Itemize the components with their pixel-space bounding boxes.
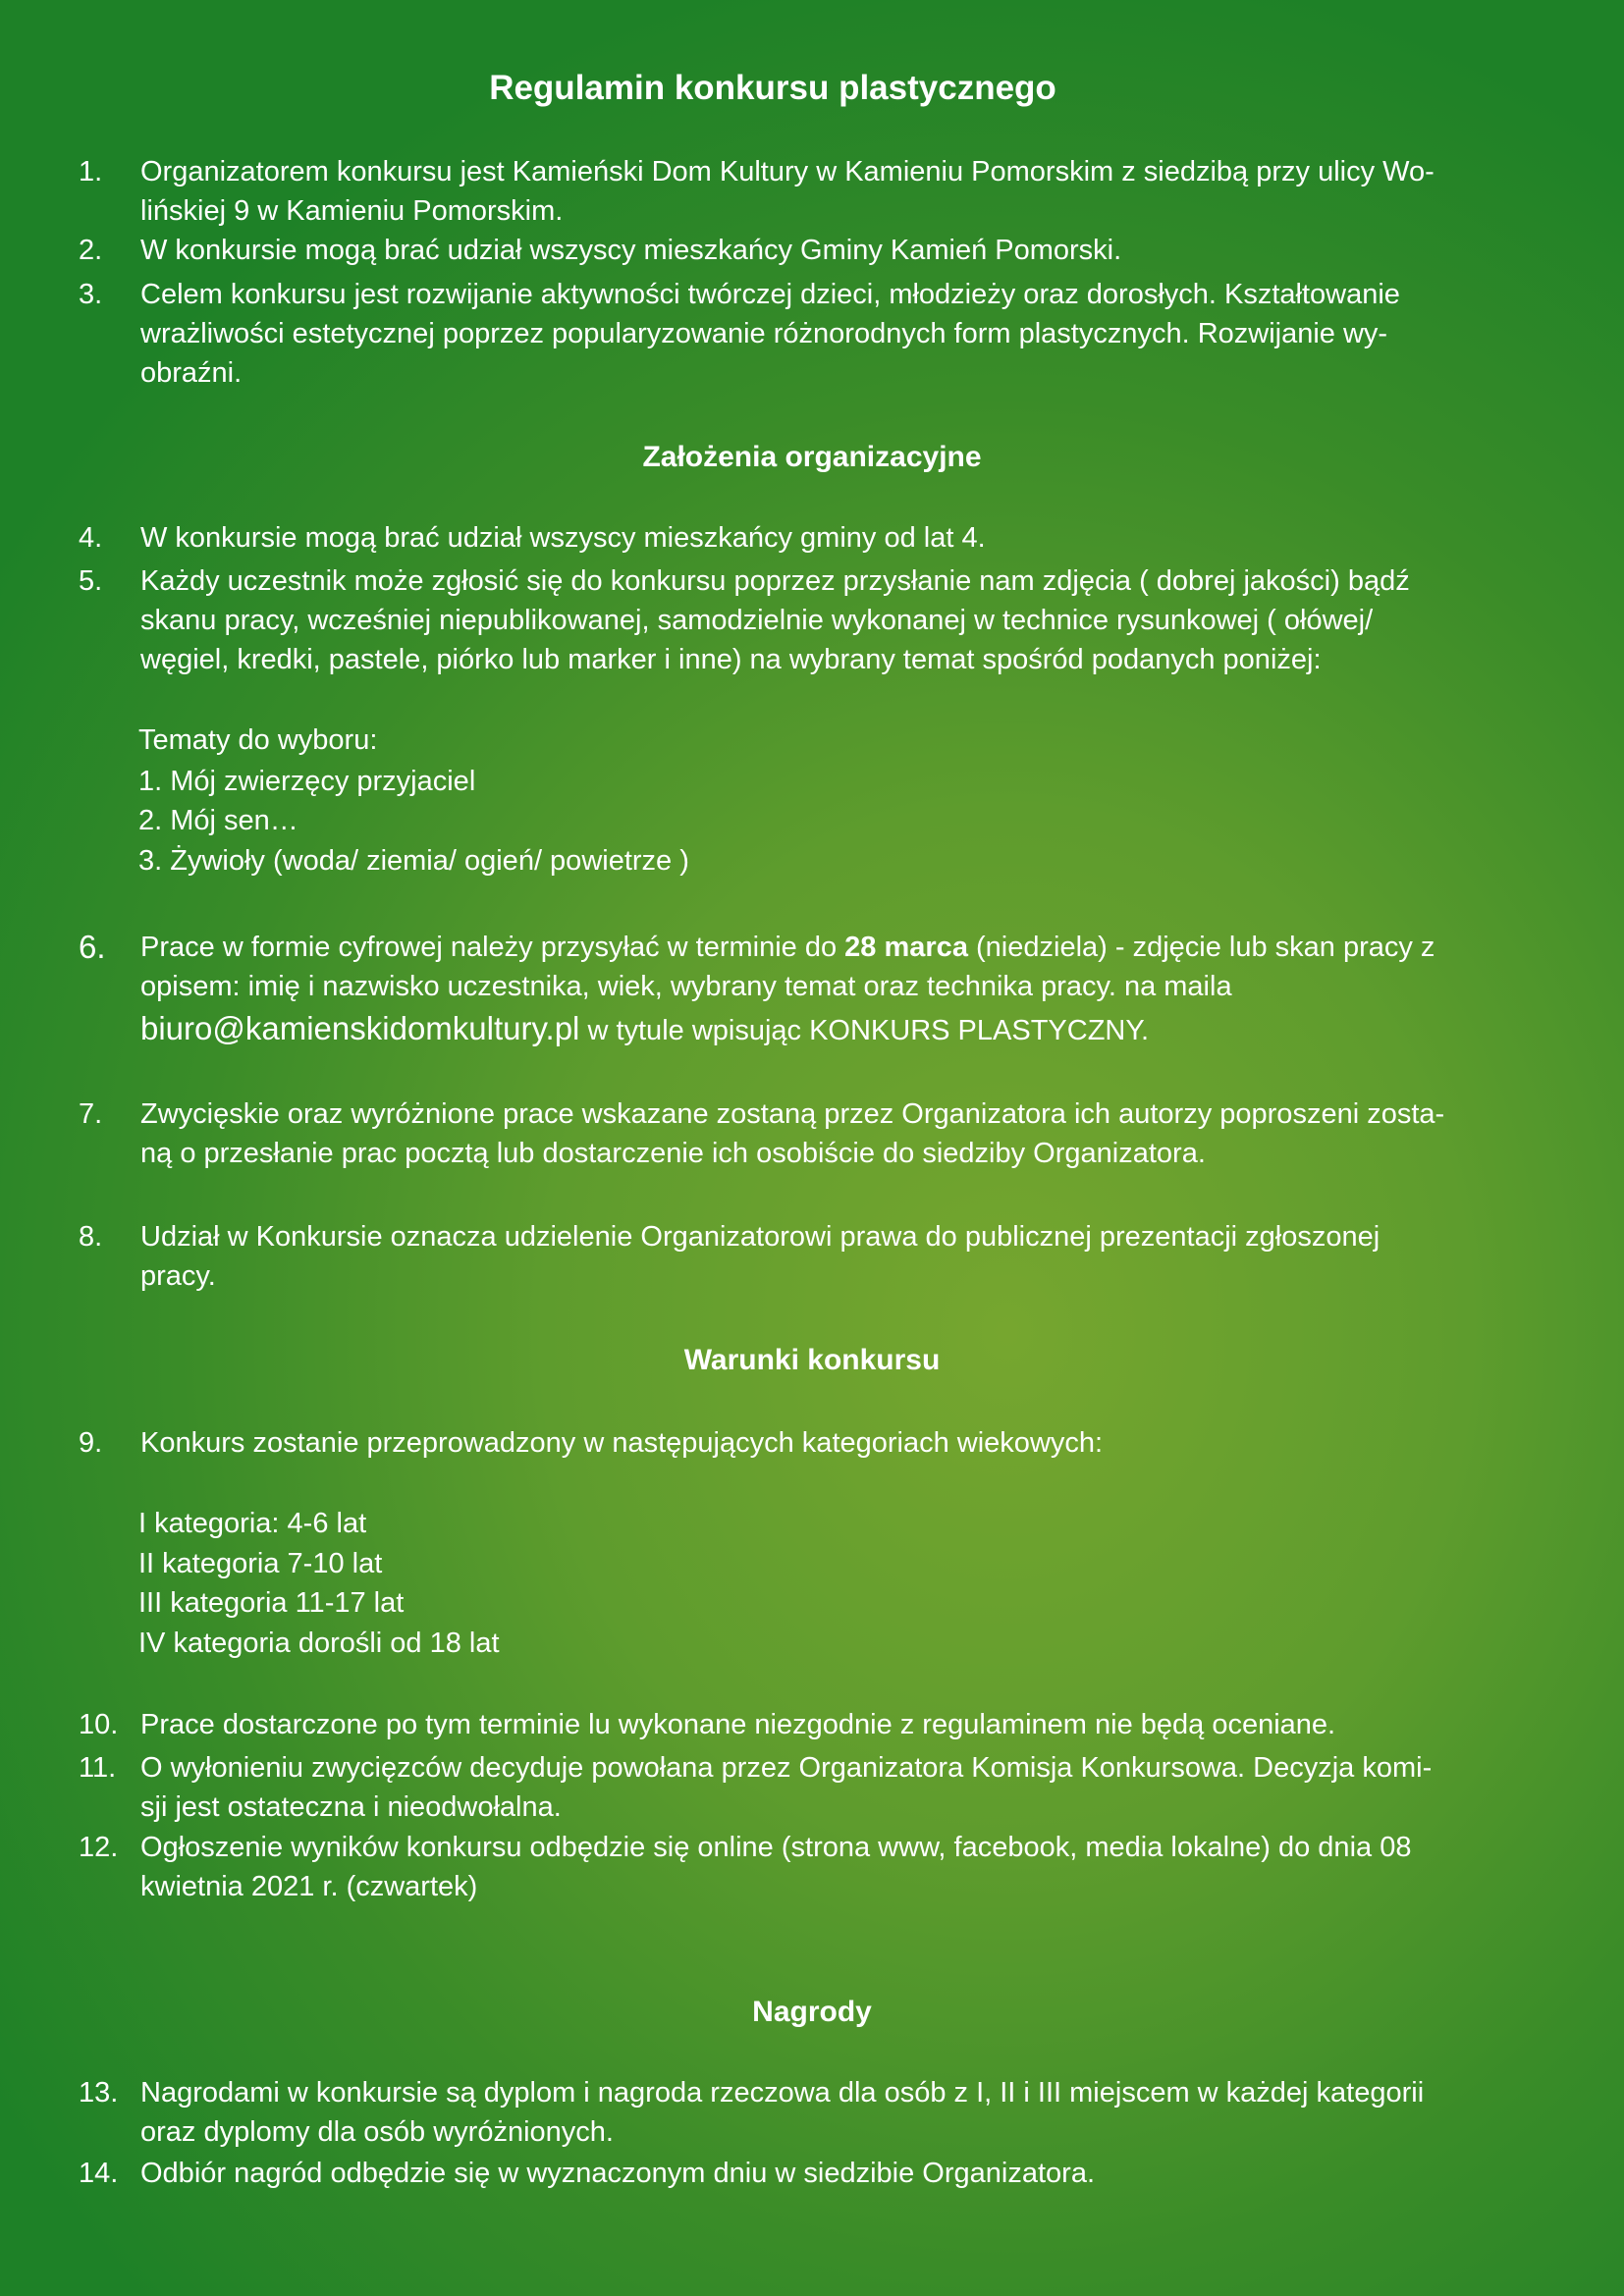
item-text	[140, 1217, 1581, 1296]
item-text	[140, 561, 1581, 679]
item-number: 13.	[79, 2077, 119, 2109]
deadline-date: 28 marca	[844, 932, 968, 963]
item-line: Ogłoszenie wyników konkursu odbędzie się online (strona www, facebook, media lokalne) do dnia 08	[140, 1832, 1412, 1863]
item-text	[140, 275, 1581, 393]
item-number: 10.	[79, 1709, 119, 1740]
document-title: Regulamin konkursu plastycznego	[489, 69, 1056, 107]
item-line: opisem: imię i nazwisko uczestnika, wiek, wybrany temat oraz technika pracy. na maila	[140, 971, 1232, 1002]
item-line: sji jest ostateczna i nieodwołalna.	[140, 1791, 562, 1823]
item-text	[140, 518, 1581, 558]
section-heading-nagrody: Nagrody	[752, 1996, 872, 2028]
item-line: skanu pracy, wcześniej niepublikowanej, samodzielnie wykonanej w technice rysunkowej ( ołówej/	[140, 605, 1374, 636]
item-line: W konkursie mogą brać udział wszyscy mieszkańcy gminy od lat 4.	[140, 522, 986, 554]
item-text	[140, 2154, 1581, 2193]
item-line: O wyłonieniu zwycięzców decyduje powołana przez Organizatora Komisja Konkursowa. Decyzja komi-	[140, 1752, 1433, 1784]
item-text	[140, 1748, 1581, 1827]
item-line	[140, 1009, 1581, 1050]
item-text	[140, 152, 1581, 231]
item-number: 7.	[79, 1098, 103, 1130]
topic-item: 3. Żywioły (woda/ ziemia/ ogień/ powietrze )	[138, 845, 689, 877]
item-line: Zwycięskie oraz wyróżnione prace wskazane zostaną przez Organizatora ich autorzy poproszeni zosta-	[140, 1098, 1445, 1130]
item-text-part: Prace w formie cyfrowej należy przysyłać w terminie do	[140, 932, 845, 963]
item-line: Celem konkursu jest rozwijanie aktywności twórczej dzieci, młodzieży oraz dorosłych. Kształtowanie	[140, 279, 1400, 310]
item-line: pracy.	[140, 1260, 216, 1292]
category-item: III kategoria 11-17 lat	[138, 1587, 405, 1619]
item-text-part: (niedziela) - zdjęcie lub skan pracy z	[967, 932, 1435, 963]
item-line: Nagrodami w konkursie są dyplom i nagroda rzeczowa dla osób z I, II i III miejscem w każdej kategorii	[140, 2077, 1425, 2109]
item-line: wrażliwości estetycznej poprzez popularyzowanie różnorodnych form plastycznych. Rozwijanie wy-	[140, 318, 1388, 349]
item-text	[140, 1423, 1581, 1463]
topic-item: 1. Mój zwierzęcy przyjaciel	[138, 766, 476, 797]
item-line: Udział w Konkursie oznacza udzielenie Organizatorowi prawa do publicznej prezentacji zgłoszonej	[140, 1221, 1380, 1253]
item-line: Każdy uczestnik może zgłosić się do konkursu poprzez przysłanie nam zdjęcia ( dobrej jakości) bądź	[140, 565, 1410, 597]
category-item: II kategoria 7-10 lat	[138, 1548, 383, 1579]
item-line: W konkursie mogą brać udział wszyscy mieszkańcy Gminy Kamień Pomorski.	[140, 235, 1122, 266]
section-heading-warunki: Warunki konkursu	[683, 1344, 941, 1376]
item-number: 9.	[79, 1427, 103, 1459]
item-number: 8.	[79, 1221, 103, 1253]
item-text	[140, 231, 1581, 270]
item-line: kwietnia 2021 r. (czwartek)	[140, 1871, 478, 1902]
item-number: 3.	[79, 279, 103, 310]
item-line: węgiel, kredki, pastele, piórko lub marker i inne) na wybrany temat spośród podanych poniżej:	[140, 644, 1322, 675]
item-text-part: w tytule wpisując KONKURS PLASTYCZNY.	[579, 1015, 1150, 1046]
section-heading-zalozenia: Założenia organizacyjne	[642, 441, 982, 473]
item-number: 4.	[79, 522, 103, 554]
category-item: I kategoria: 4-6 lat	[138, 1508, 367, 1539]
item-line: Konkurs zostanie przeprowadzony w następujących kategoriach wiekowych:	[140, 1427, 1104, 1459]
item-line: obraźni.	[140, 357, 243, 389]
item-line: Odbiór nagród odbędzie się w wyznaczonym dniu w siedzibie Organizatora.	[140, 2158, 1096, 2189]
item-line: ną o przesłanie prac pocztą lub dostarczenie ich osobiście do siedziby Organizatora.	[140, 1138, 1206, 1169]
item-line: oraz dyplomy dla osób wyróżnionych.	[140, 2116, 614, 2148]
item-number: 14.	[79, 2158, 119, 2189]
item-number: 2.	[79, 235, 103, 266]
item-number: 5.	[79, 565, 103, 597]
item-number: 11.	[79, 1752, 117, 1784]
item-text	[140, 2073, 1581, 2152]
item-text	[140, 928, 1581, 1050]
email-link[interactable]: biuro@kamienskidomkultury.pl	[140, 1010, 580, 1046]
item-line: lińskiej 9 w Kamieniu Pomorskim.	[140, 195, 564, 227]
item-text	[140, 1828, 1581, 1906]
category-item: IV kategoria dorośli od 18 lat	[138, 1628, 500, 1659]
item-number: 12.	[79, 1832, 119, 1863]
item-text	[140, 1705, 1581, 1744]
item-number: 1.	[79, 156, 103, 187]
item-text	[140, 1095, 1581, 1173]
item-line: Prace dostarczone po tym terminie lu wykonane niezgodnie z regulaminem nie będą oceniane.	[140, 1709, 1336, 1740]
item-line	[140, 928, 1581, 967]
item-number: 6.	[79, 929, 106, 965]
topic-item: 2. Mój sen…	[138, 805, 298, 836]
topics-header: Tematy do wyboru:	[138, 724, 378, 756]
item-line: Organizatorem konkursu jest Kamieński Dom Kultury w Kamieniu Pomorskim z siedzibą przy ulicy Wo-	[140, 156, 1435, 187]
